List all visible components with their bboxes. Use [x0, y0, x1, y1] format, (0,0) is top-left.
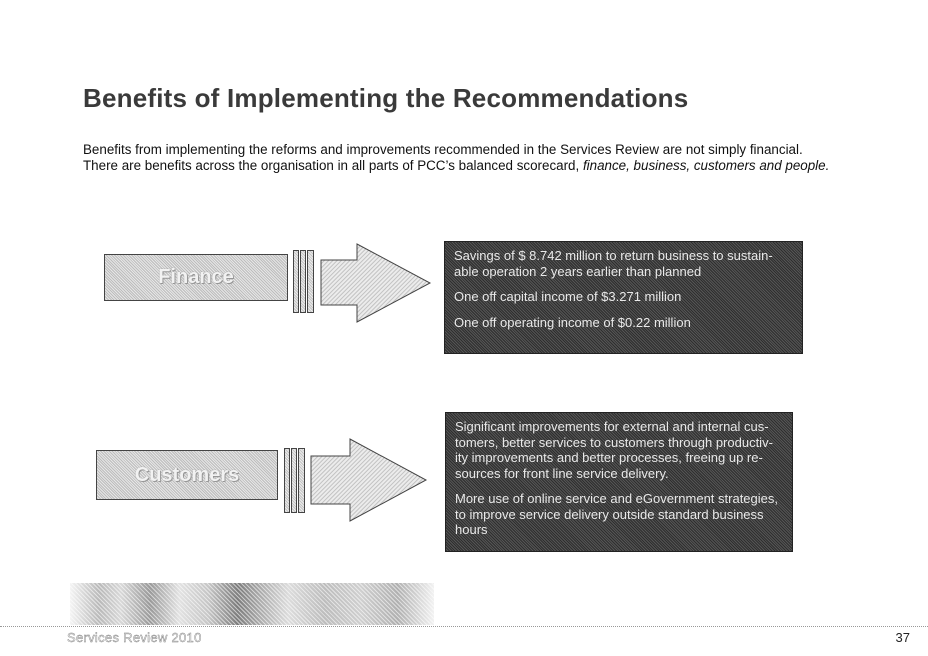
- intro-scorecard-areas: finance, business, customers and people.: [582, 158, 830, 173]
- finance-point: One off operating income of $0.22 million: [454, 314, 691, 330]
- separator-bar: [293, 250, 299, 313]
- intro-line-1: Benefits from implementing the reforms and improvements recommended in the Services Review are not simply financial.: [83, 142, 803, 157]
- page-title: Benefits of Implementing the Recommendations: [83, 83, 689, 113]
- separator-bar: [298, 448, 305, 513]
- customers-arrow-icon: [310, 438, 428, 522]
- footer-document-title: Services Review 2010: [67, 630, 202, 645]
- customers-label: Customers: [134, 463, 240, 486]
- separator-bar: [307, 250, 314, 313]
- finance-label: Finance: [158, 266, 234, 288]
- finance-benefits-box: [444, 241, 803, 354]
- page-number: 37: [895, 630, 910, 645]
- finance-point: Savings of $ 8.742 million to return business to sustain-able operation 2 years earlier than planned: [454, 248, 773, 279]
- finance-box: [104, 254, 288, 301]
- intro-paragraph: [83, 142, 863, 174]
- intro-line-2: [83, 158, 863, 174]
- intro-line-2-text: There are benefits across the organisation in all parts of PCC’s balanced scorecard,: [83, 158, 583, 173]
- separator-bar: [291, 448, 297, 513]
- finance-point: One off capital income of $3.271 million: [454, 289, 682, 304]
- finance-arrow-icon: [320, 243, 432, 323]
- customers-benefits-box: [445, 412, 793, 552]
- finance-separator-bars: [293, 250, 315, 313]
- customers-separator-bars: [284, 448, 306, 513]
- footer-photo-strip: [70, 583, 434, 625]
- separator-bar: [300, 250, 306, 313]
- customers-point: More use of online service and eGovernment strategies, to improve service delivery outside standard business hours: [455, 491, 779, 537]
- customers-box: [96, 450, 278, 500]
- customers-point: Significant improvements for external and internal cus-tomers, better services to customers through productiv-ity improvements and better processes, freeing up re-sources for front line service delivery.: [455, 419, 773, 481]
- separator-bar: [284, 448, 290, 513]
- footer-divider: [0, 626, 928, 627]
